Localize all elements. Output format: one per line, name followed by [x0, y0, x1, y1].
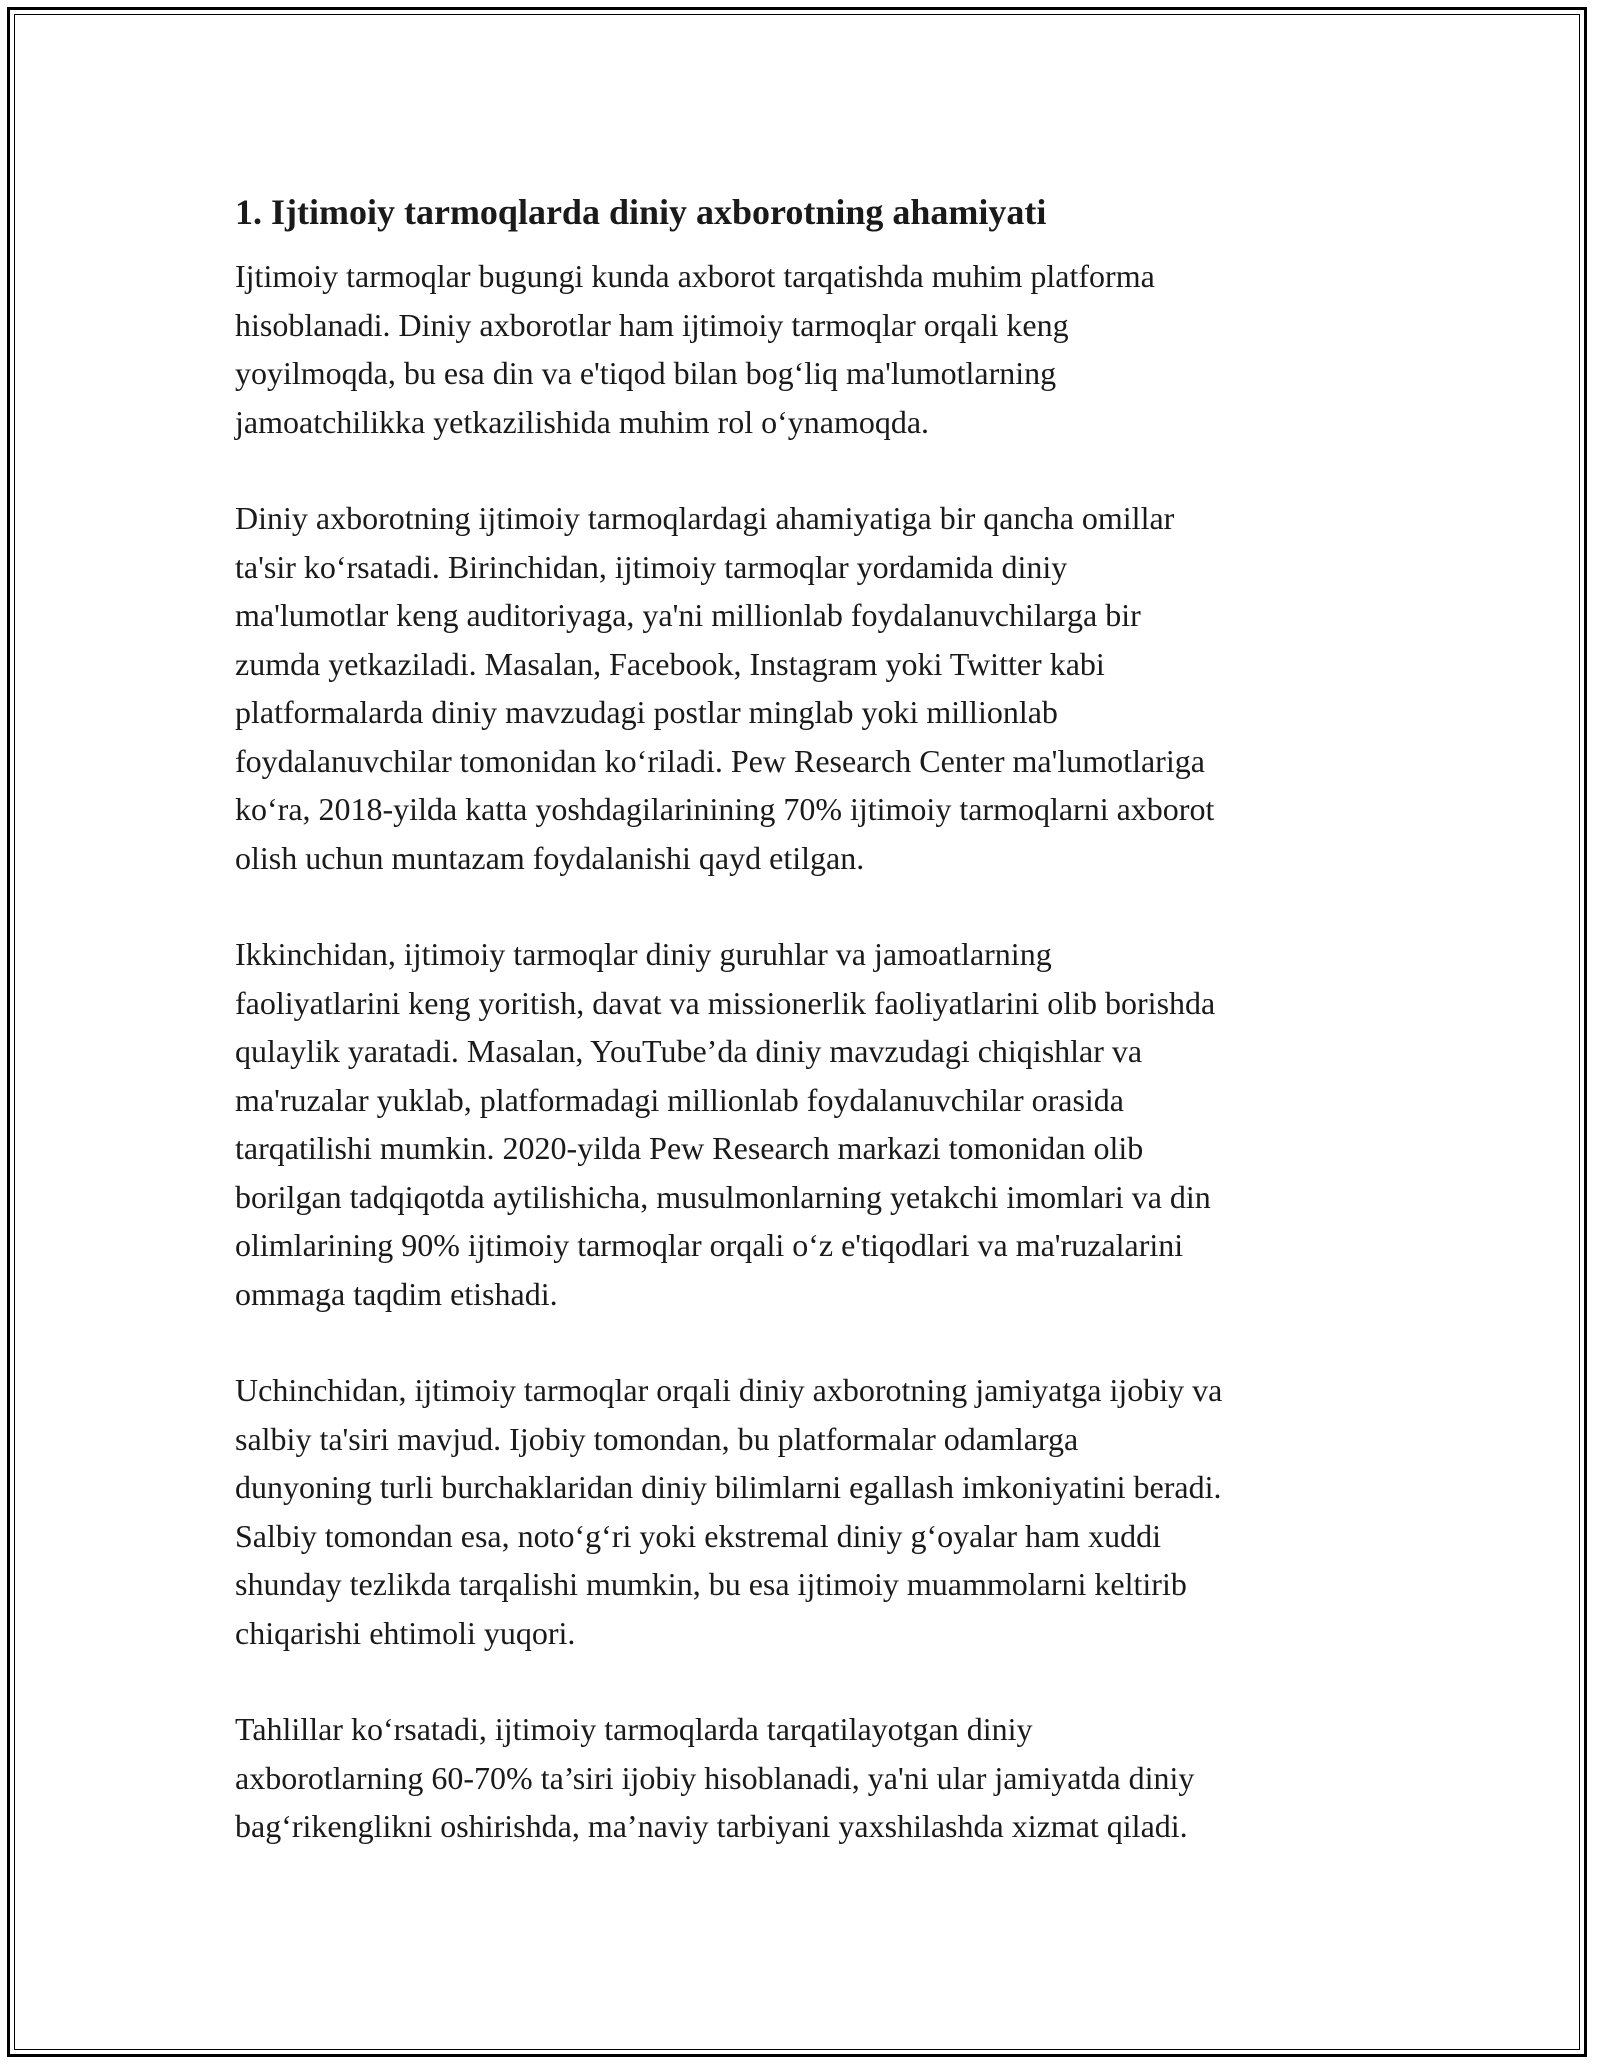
text-line: Ijtimoiy tarmoqlar bugungi kunda axborot tarqatishda muhim platforma [235, 258, 1155, 294]
text-line: faoliyatlarini keng yoritish, davat va missionerlik faoliyatlarini olib borishda [235, 984, 1216, 1021]
document-body [235, 186, 1385, 1899]
text-line: olish uchun muntazam foydalanishi qayd etilgan. [235, 839, 865, 876]
text-line: ta'sir ko‘rsatadi. Birinchidan, ijtimoiy tarmoqlar yordamida diniy [235, 548, 1068, 585]
paragraph-second-factor [235, 930, 1385, 1318]
text-line: tarqatilishi mumkin. 2020-yilda Pew Research markazi tomonidan olib [235, 1130, 1144, 1166]
text-line: olimlarining 90% ijtimoiy tarmoqlar orqali o‘z e'tiqodlari va ma'ruzalarini [235, 1227, 1184, 1263]
text-line: shunday tezlikda tarqalishi mumkin, bu esa ijtimoiy muammolarni keltirib [235, 1566, 1187, 1602]
text-line: ko‘ra, 2018-yilda katta yoshdagilarinining 70% ijtimoiy tarmoqlarni axborot [235, 791, 1215, 827]
text-line: jamoatchilikka yetkazilishida muhim rol o‘ynamoqda. [235, 403, 930, 440]
text-line: ommaga taqdim etishadi. [235, 1275, 558, 1312]
section-heading: 1. Ijtimoiy tarmoqlarda diniy axborotning ahamiyati [235, 192, 1047, 232]
text-line: platformalarda diniy mavzudagi postlar minglab yoki millionlab [235, 694, 1058, 730]
text-line: Diniy axborotning ijtimoiy tarmoqlardagi ahamiyatiga bir qancha omillar [235, 500, 1175, 536]
text-line: yoyilmoqda, bu esa din va e'tiqod bilan bog‘liq ma'lumotlarning [235, 355, 1057, 391]
text-line: dunyoning turli burchaklaridan diniy bilimlarni egallash imkoniyatini beradi. [235, 1469, 1222, 1505]
paragraph-analysis [235, 1705, 1385, 1851]
paragraph-first-factor [235, 494, 1385, 882]
paragraph-third-factor [235, 1366, 1385, 1657]
text-line: ma'ruzalar yuklab, platformadagi millionlab foydalanuvchilar orasida [235, 1081, 1124, 1118]
text-line: chiqarishi ehtimoli yuqori. [235, 1614, 576, 1651]
text-line: hisoblanadi. Diniy axborotlar ham ijtimoiy tarmoqlar orqali keng [235, 306, 1069, 343]
text-line: zumda yetkaziladi. Masalan, Facebook, Instagram yoki Twitter kabi [235, 645, 1105, 682]
text-line: Ikkinchidan, ijtimoiy tarmoqlar diniy guruhlar va jamoatlarning [235, 936, 1052, 972]
text-line: salbiy ta'siri mavjud. Ijobiy tomondan, bu platformalar odamlarga [235, 1420, 1079, 1457]
text-line: borilgan tadqiqotda aytilishicha, musulmonlarning yetakchi imomlari va din [235, 1178, 1211, 1215]
text-line: bag‘rikenglikni oshirishda, ma’naviy tarbiyani yaxshilashda xizmat qiladi. [235, 1808, 1188, 1844]
text-line: Tahlillar ko‘rsatadi, ijtimoiy tarmoqlarda tarqatilayotgan diniy [235, 1711, 1033, 1747]
text-line: qulaylik yaratadi. Masalan, YouTube’da diniy mavzudagi chiqishlar va [235, 1033, 1143, 1069]
paragraph-intro [235, 252, 1385, 446]
text-line: axborotlarning 60-70% ta’siri ijobiy hisoblanadi, ya'ni ular jamiyatda diniy [235, 1759, 1195, 1796]
text-line: Uchinchidan, ijtimoiy tarmoqlar orqali diniy axborotning jamiyatga ijobiy va [235, 1372, 1223, 1408]
text-line: Salbiy tomondan esa, noto‘g‘ri yoki ekstremal diniy g‘oyalar ham xuddi [235, 1517, 1162, 1554]
text-line: foydalanuvchilar tomonidan ko‘riladi. Pew Research Center ma'lumotlariga [235, 742, 1205, 779]
text-line: ma'lumotlar keng auditoriyaga, ya'ni millionlab foydalanuvchilarga bir [235, 597, 1141, 633]
